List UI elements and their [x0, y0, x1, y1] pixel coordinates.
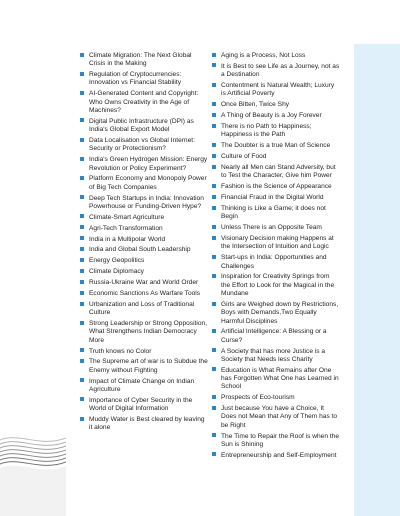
list-item-text: Fashion is the Science of Appearance [221, 183, 332, 191]
bullet-square-icon [212, 348, 216, 352]
bullet-square-icon [212, 124, 216, 128]
bullet-square-icon [80, 280, 84, 284]
bullet-square-icon [80, 195, 84, 199]
list-item-text: Unless There is an Opposite Team [221, 224, 322, 232]
list-item [212, 82, 340, 99]
list-item [212, 164, 340, 181]
list-item [212, 194, 340, 202]
list-item [80, 156, 208, 173]
list-item-text: A Society that has more Justice is a Society that Needs less Charity [221, 347, 326, 363]
list-item-text: Nearly all Men can Stand Adversity, but to Test the Character, Give him Power [221, 164, 336, 180]
bullet-square-icon [80, 321, 84, 325]
list-item [80, 416, 208, 433]
list-item-text: Data Localisation vs Global Internet: Security or Protectionism? [89, 137, 195, 153]
list-item-text: The Time to Repair the Roof is when the Sun is Shining [221, 432, 340, 448]
list-item [212, 405, 340, 430]
bullet-square-icon [212, 274, 216, 278]
list-item [80, 257, 208, 265]
list-item [212, 183, 340, 191]
bullet-square-icon [80, 247, 84, 251]
bullet-square-icon [80, 214, 84, 218]
list-item [212, 123, 340, 140]
bullet-square-icon [212, 63, 216, 67]
bullet-square-icon [80, 72, 84, 76]
list-item-text: A Thing of Beauty is a Joy Forever [221, 112, 322, 120]
list-item [80, 90, 208, 115]
bullet-square-icon [80, 269, 84, 273]
bullet-square-icon [80, 359, 84, 363]
list-item [80, 52, 208, 69]
list-item-text: Entrepreneurship and Self-Employment [221, 451, 337, 459]
list-item-text: AI-Generated Content and Copyright: Who Owns Creativity in the Age of Machines? [89, 90, 199, 114]
list-item-text: Girls are Weighed down by Restrictions, Boys with Demands,Two Equally Harmful Disciplines [221, 300, 339, 325]
list-item [212, 452, 340, 460]
bullet-square-icon [80, 302, 84, 306]
list-item-text: Impact of Climate Change on Indian Agriculture [89, 377, 195, 393]
list-item-text: Contentment is Natural Wealth; Luxury is Artificial Poverty [221, 82, 335, 98]
list-item-text: Start-ups in India: Opportunities and Challenges [221, 254, 327, 270]
list-item-text: Agri-Tech Transformation [89, 224, 163, 232]
bullet-square-icon [80, 417, 84, 421]
bullet-square-icon [212, 329, 216, 333]
list-item [80, 236, 208, 244]
list-item-text: India and Global South Leadership [89, 246, 191, 254]
list-item [212, 101, 340, 109]
list-item-text: Regulation of Cryptocurrencies: Innovation vs Financial Stability [89, 71, 182, 87]
list-item-text: Financial Fraud in the Digital World [221, 194, 324, 202]
list-item [212, 224, 340, 232]
list-item-text: Russia-Ukraine War and World Order [89, 279, 199, 287]
list-item-text: Once Bitten, Twice Shy [221, 101, 290, 109]
bullet-square-icon [212, 102, 216, 106]
list-item-text: Importance of Cyber Security in the World of Digital Information [89, 396, 193, 413]
bullet-square-icon [212, 195, 216, 199]
list-item-text: Truth knows no Color [89, 347, 152, 355]
list-item [80, 348, 208, 356]
list-item [212, 205, 340, 222]
list-item [80, 301, 208, 318]
list-item-text: Deep Tech Startups in India: Innovation Powerhouse or Funding-Driven Hype? [89, 194, 204, 210]
bullet-square-icon [212, 433, 216, 437]
list-item-text: Culture of Food [221, 153, 267, 161]
list-item [212, 273, 340, 298]
bullet-square-icon [80, 138, 84, 142]
bullet-square-icon [212, 452, 216, 456]
bullet-square-icon [80, 225, 84, 229]
list-item [80, 320, 208, 345]
decorative-wave-graphic [0, 430, 66, 516]
list-item [80, 214, 208, 222]
list-item [212, 112, 340, 120]
list-item-text: The Doubter is a true Man of Science [221, 142, 331, 150]
bullet-square-icon [80, 397, 84, 401]
bullet-square-icon [80, 176, 84, 180]
list-item [80, 71, 208, 88]
bullet-square-icon [212, 225, 216, 229]
bullet-square-icon [80, 157, 84, 161]
bullet-square-icon [80, 378, 84, 382]
list-item [80, 378, 208, 395]
list-item [212, 254, 340, 271]
list-item-text: The Supreme art of war is to Subdue the Enemy without Fighting [89, 358, 208, 374]
list-item [80, 268, 208, 276]
bullet-square-icon [212, 113, 216, 117]
list-item [212, 433, 340, 450]
bullet-square-icon [80, 258, 84, 262]
bullet-square-icon [80, 53, 84, 57]
list-item-text: Digital Public Infrastructure (DPI) as India's Global Export Model [89, 117, 194, 134]
bullet-square-icon [80, 291, 84, 295]
bullet-square-icon [212, 53, 216, 57]
topic-list-right [212, 52, 340, 463]
list-item [80, 279, 208, 287]
list-item-text: Energy Geopolitics [89, 257, 145, 265]
bullet-square-icon [212, 236, 216, 240]
bullet-square-icon [80, 236, 84, 240]
list-item-text: Visionary Decision making Happens at the Intersection of Intuition and Logic [221, 235, 334, 251]
list-item [80, 358, 208, 375]
list-item-text: Inspiration for Creativity Springs from the Effort to Look for the Magical in the Mundane [221, 273, 335, 298]
topic-list-left [80, 52, 208, 435]
list-item [212, 301, 340, 326]
list-item [80, 175, 208, 192]
bullet-square-icon [212, 367, 216, 371]
list-item [212, 348, 340, 365]
list-item-text: Muddy Water is Best cleared by leaving it alone [89, 416, 205, 432]
bullet-square-icon [80, 118, 84, 122]
bullet-square-icon [212, 154, 216, 158]
list-item [80, 225, 208, 233]
bullet-square-icon [212, 395, 216, 399]
bullet-square-icon [212, 206, 216, 210]
list-item-text: Climate Diplomacy [89, 268, 144, 276]
list-item-text: India's Green Hydrogen Mission: Energy Revolution or Policy Experiment? [89, 156, 208, 172]
list-item-text: Strong Leadership or Strong Opposition, What Strengthens Indian Democracy More [89, 320, 208, 344]
list-item-text: Prospects of Eco-tourism [221, 394, 295, 402]
list-item-text: Platform Economy and Monopoly Power of Big Tech Companies [89, 175, 207, 191]
list-item-text: Artificial Intelligence: A Blessing or a Curse? [221, 328, 327, 344]
list-item [212, 394, 340, 402]
list-item-text: India in a Multipolar World [89, 235, 166, 243]
list-item [80, 290, 208, 298]
bullet-square-icon [212, 184, 216, 188]
bullet-square-icon [212, 255, 216, 259]
list-item [80, 397, 208, 414]
list-item [212, 367, 340, 392]
list-item-text: Just because You have a Choice, It Does not Mean that Any of Them has to be Right [221, 405, 338, 429]
list-item-text: Economic Sanctions As Warfare Tools [89, 290, 201, 298]
list-item [212, 142, 340, 150]
list-item [212, 52, 340, 60]
list-item [212, 235, 340, 252]
list-item-text: Climate-Smart Agriculture [89, 213, 165, 221]
list-item-text: Climate Migration: The Next Global Crisis in the Making [89, 52, 192, 68]
bullet-square-icon [212, 302, 216, 306]
list-item-text: Education is What Remains after One has Forgotten What One has Learned in School [221, 366, 339, 391]
side-color-panel [354, 44, 400, 516]
list-item-text: There is no Path to Happiness; Happiness is the Path [221, 123, 312, 139]
list-item [212, 63, 340, 80]
bullet-square-icon [212, 143, 216, 147]
list-item-text: It is Best to see Life as a Journey, not as a Destination [221, 62, 340, 79]
list-item [80, 118, 208, 135]
bullet-square-icon [212, 165, 216, 169]
list-item [80, 246, 208, 254]
list-item-text: Aging is a Process, Not Loss [221, 52, 306, 59]
bullet-square-icon [212, 83, 216, 87]
bullet-square-icon [80, 348, 84, 352]
list-item [212, 328, 340, 345]
list-item-text: Urbanization and Loss of Traditional Culture [89, 300, 195, 317]
list-item-text: Thinking is Like a Game; it does not Begin [221, 204, 326, 221]
bullet-square-icon [80, 91, 84, 95]
bullet-square-icon [212, 406, 216, 410]
list-item [80, 195, 208, 212]
list-item [212, 153, 340, 161]
list-item [80, 137, 208, 154]
